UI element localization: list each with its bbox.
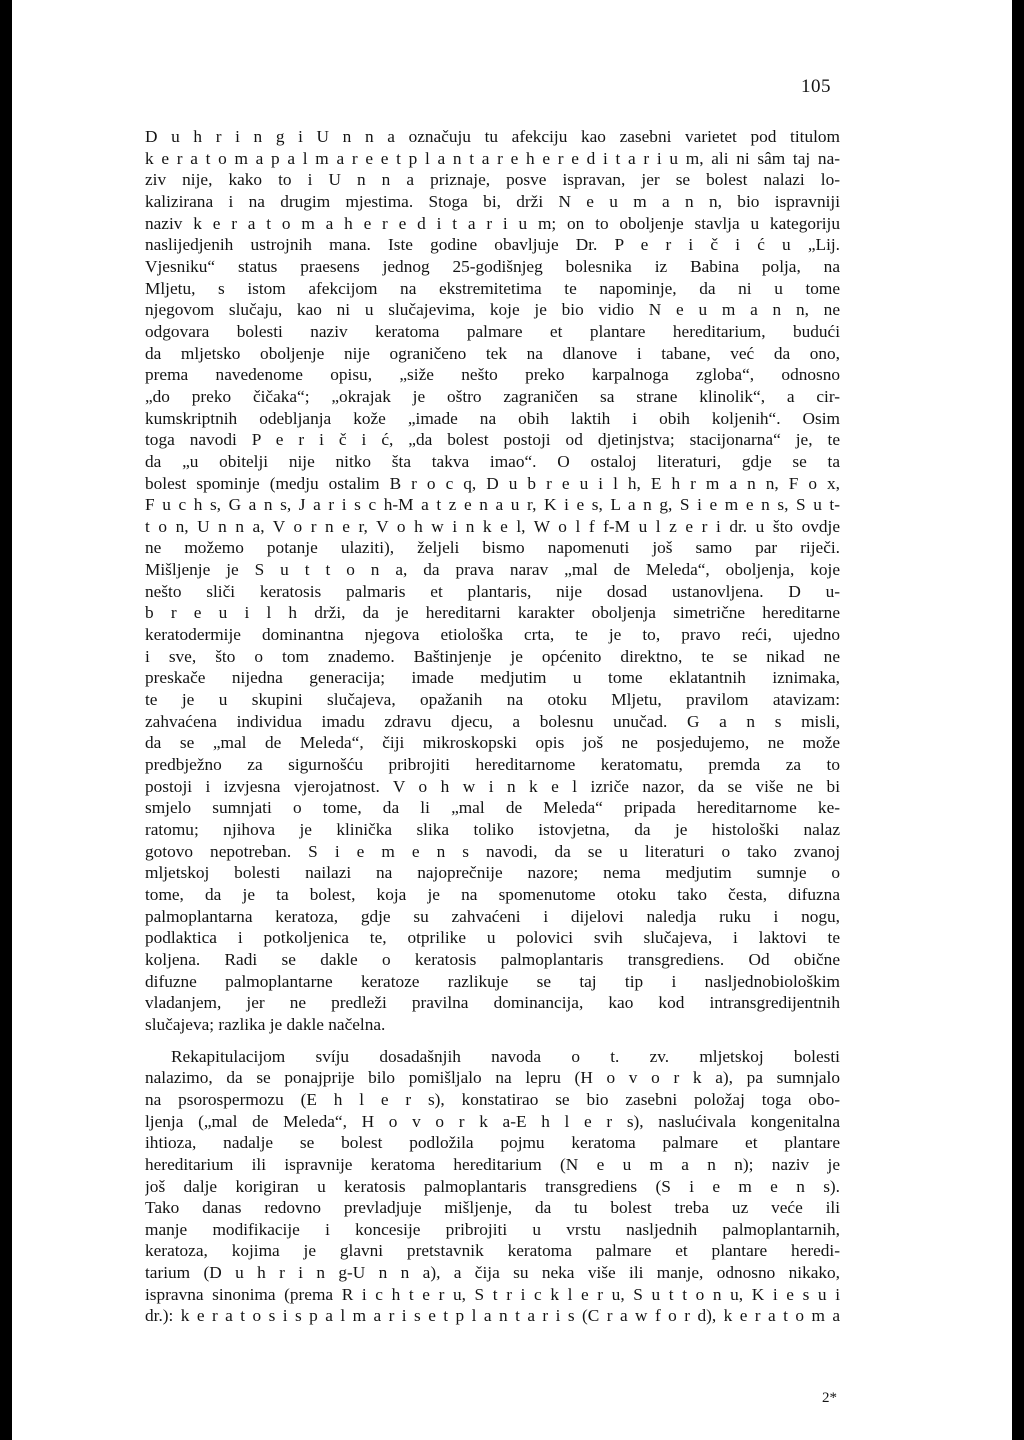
text-line: „do preko čičaka“; „okrajak je oštro zagraničen sa strane klinolik“, a cir- (145, 386, 840, 406)
text-line: D u h r i n g i U n n a označuju tu afekciju kao zasebni varietet pod titulom (145, 127, 840, 146)
text-line: toga navodi P e r i č i ć, „da bolest postoji od djetinjstva; stacijonarna“ je, te (145, 430, 840, 450)
text-line: prema navedenome opisu, „siže nešto preko karpalnoga zgloba“, odnosno (145, 365, 840, 385)
text-line: odgovara bolesti naziv keratoma palmare et plantare hereditarium, budući (145, 321, 840, 341)
text-line: nalazimo, da se ponajprije bilo pomišljalo na lepru (H o v o r k a), pa sumnjalo (145, 1068, 840, 1088)
text-line: palmoplantarna keratoza, gdje su zahvaćeni i dijelovi naledja ruku i nogu, (145, 906, 840, 926)
text-line: te je u skupini slučajeva, opažanih na otoku Mljetu, pravilom atavizam: (145, 690, 840, 710)
text-line: vladanjem, jer ne predleži pravilna dominancija, kao kod intransgredijentnih (145, 993, 840, 1013)
text-line: na psorospermozu (E h l e r s), konstatirao se bio zasebni položaj toga obo- (145, 1089, 840, 1109)
paragraph-gap (145, 1036, 840, 1046)
printer-signature-mark: 2* (822, 1390, 837, 1406)
text-line: Rekapitulacijom svíju dosadašnjih navoda o t. zv. mljetskoj bolesti (171, 1046, 840, 1066)
text-line: Tako danas redovno prevladjuje mišljenje, da tu bolest treba uz veće ili (145, 1198, 840, 1218)
text-line: manje modifikacije i koncesije pribrojiti u vrstu nasljednih palmoplantarnih, (145, 1219, 840, 1239)
body-text (145, 126, 840, 1327)
text-line: ljenja („mal de Meleda“, H o v o r k a-E h l e r s), naslućivala kongenitalna (145, 1111, 840, 1131)
text-line: koljena. Radi se dakle o keratosis palmoplantaris transgrediens. Od obične (145, 949, 840, 969)
text-line: i sve, što o tom znademo. Baštinjenje je općenito direktno, te se nikad ne (145, 646, 840, 666)
scan-border-right (1012, 0, 1024, 1440)
page-number: 105 (801, 76, 831, 97)
text-line: bolest spominje (medju ostalim B r o c q, D u b r e u i l h, E h r m a n n, F o x, (145, 473, 840, 493)
text-line: dr.): k e r a t o s i s p a l m a r i s e t p l a n t a r i s (C r a w f o r d), k e r a t o m a (145, 1306, 840, 1326)
paragraph (145, 1046, 840, 1328)
text-line: keratodermije dominantna njegova etiološka crta, te je to, pravo reći, ujedno (145, 625, 840, 645)
paragraph (145, 126, 840, 1036)
text-line: gotovo nepotreban. S i e m e n s navodi, da se u literaturi o tako zvanoj (145, 841, 840, 861)
text-line: nešto sliči keratosis palmaris et plantaris, nije dosad ustanovljena. D u- (145, 581, 840, 601)
scan-border-left (0, 0, 12, 1440)
text-line: podlaktica i potkoljenica te, otprilike u polovici svih slučajeva, i laktovi te (145, 928, 840, 948)
text-line: ispravna sinonima (prema R i c h t e r u, S t r i c k l e r u, S u t t o n u, K i e s u i (145, 1284, 840, 1304)
text-line: da se „mal de Meleda“, čiji mikroskopski opis još ne posjedujemo, ne može (145, 733, 840, 753)
text-line: t o n, U n n a, V o r n e r, V o h w i n k e l, W o l f f-M u l z e r i dr. u što ovdje (145, 516, 840, 536)
text-line: smjelo sumnjati o tome, da li „mal de Meleda“ pripada hereditarnome ke- (145, 798, 840, 818)
text-line: zahvaćena individua imadu zdravu djecu, a bolesnu unučad. G a n s misli, (145, 711, 840, 731)
text-line: postoji i izvjesna vjerojatnost. V o h w i n k e l izriče nazor, da se više ne bi (145, 776, 840, 796)
text-line: k e r a t o m a p a l m a r e e t p l a n t a r e h e r e d i t a r i u m, ali ni sâm taj na- (145, 148, 840, 168)
text-line: njegovom slučaju, kao ni u slučajevima, koje je bio vidio N e u m a n n, ne (145, 300, 840, 320)
text-line: naziv k e r a t o m a h e r e d i t a r i u m; on to oboljenje stavlja u kategoriju (145, 213, 840, 233)
text-line: difuzne palmoplantarne keratoze razlikuje se taj tip i nasljednobiološkim (145, 971, 840, 991)
text-line: naslijedjenih ustrojnih mana. Iste godine obavljuje Dr. P e r i č i ć u „Lij. (145, 235, 840, 255)
text-line: F u c h s, G a n s, J a r i s c h-M a t z e n a u r, K i e s, L a n g, S i e m e n s, S u t- (145, 495, 840, 515)
text-line: kalizirana i na drugim mjestima. Stoga bi, drži N e u m a n n, bio ispravniji (145, 191, 840, 211)
text-line: keratoza, kojima je glavni pretstavnik keratoma palmare et plantare heredi- (145, 1241, 840, 1261)
text-line: preskače nijedna generacija; imade medjutim u tome eklatantnih iznimaka, (145, 668, 840, 688)
text-line: Mljetu, s istom afekcijom na ekstremitetima te napominje, da ni u tome (145, 278, 840, 298)
text-line: Vjesniku“ status praesens jednog 25-godišnjeg bolesnika iz Babina polja, na (145, 256, 840, 276)
text-line: tome, da je ta bolest, koja je na spomenutome otoku tako česta, difuzna (145, 884, 840, 904)
text-line: hereditarium ili ispravnije keratoma hereditarium (N e u m a n n); naziv je (145, 1154, 840, 1174)
text-line: ne možemo potanje ulaziti), željeli bismo napomenuti još samo par riječi. (145, 538, 840, 558)
text-line: Mišljenje je S u t t o n a, da prava narav „mal de Meleda“, oboljenja, koje (145, 560, 840, 580)
text-line: tarium (D u h r i n g-U n n a), a čija su neka više ili manje, odnosno nikako, (145, 1263, 840, 1283)
text-line: još dalje korigiran u keratosis palmoplantaris transgrediens (S i e m e n s). (145, 1176, 840, 1196)
text-line: da „u obitelji nije nitko šta takva imao“. O ostaloj literaturi, gdje se ta (145, 451, 840, 471)
text-line: ratomu; njihova je klinička slika toliko istovjetna, da je histološki nalaz (145, 820, 840, 839)
text-line: b r e u i l h drži, da je hereditarni karakter oboljenja simetrične hereditarne (145, 603, 840, 623)
text-line: ziv nije, kako to i U n n a priznaje, posve ispravan, jer se bolest nalazi lo- (145, 170, 840, 190)
text-line: kumskriptnih odebljanja kože „imade na obih laktih i obih koljenih“. Osim (145, 408, 840, 428)
text-line: mljetskoj bolesti nailazi na najoprečnije nazore; nema medjutim sumnje o (145, 863, 840, 883)
text-line: da mljetsko oboljenje nije ograničeno tek na dlanove i tabane, već da ono, (145, 343, 840, 363)
text-line: predbježno za sigurnošću pribrojiti hereditarnome keratomatu, premda za to (145, 755, 840, 775)
text-line: ihtioza, nadalje se bolest podložila pojmu keratoma palmare et plantare (145, 1133, 840, 1153)
text-line: slučajeva; razlika je dakle načelna. (145, 1014, 386, 1034)
